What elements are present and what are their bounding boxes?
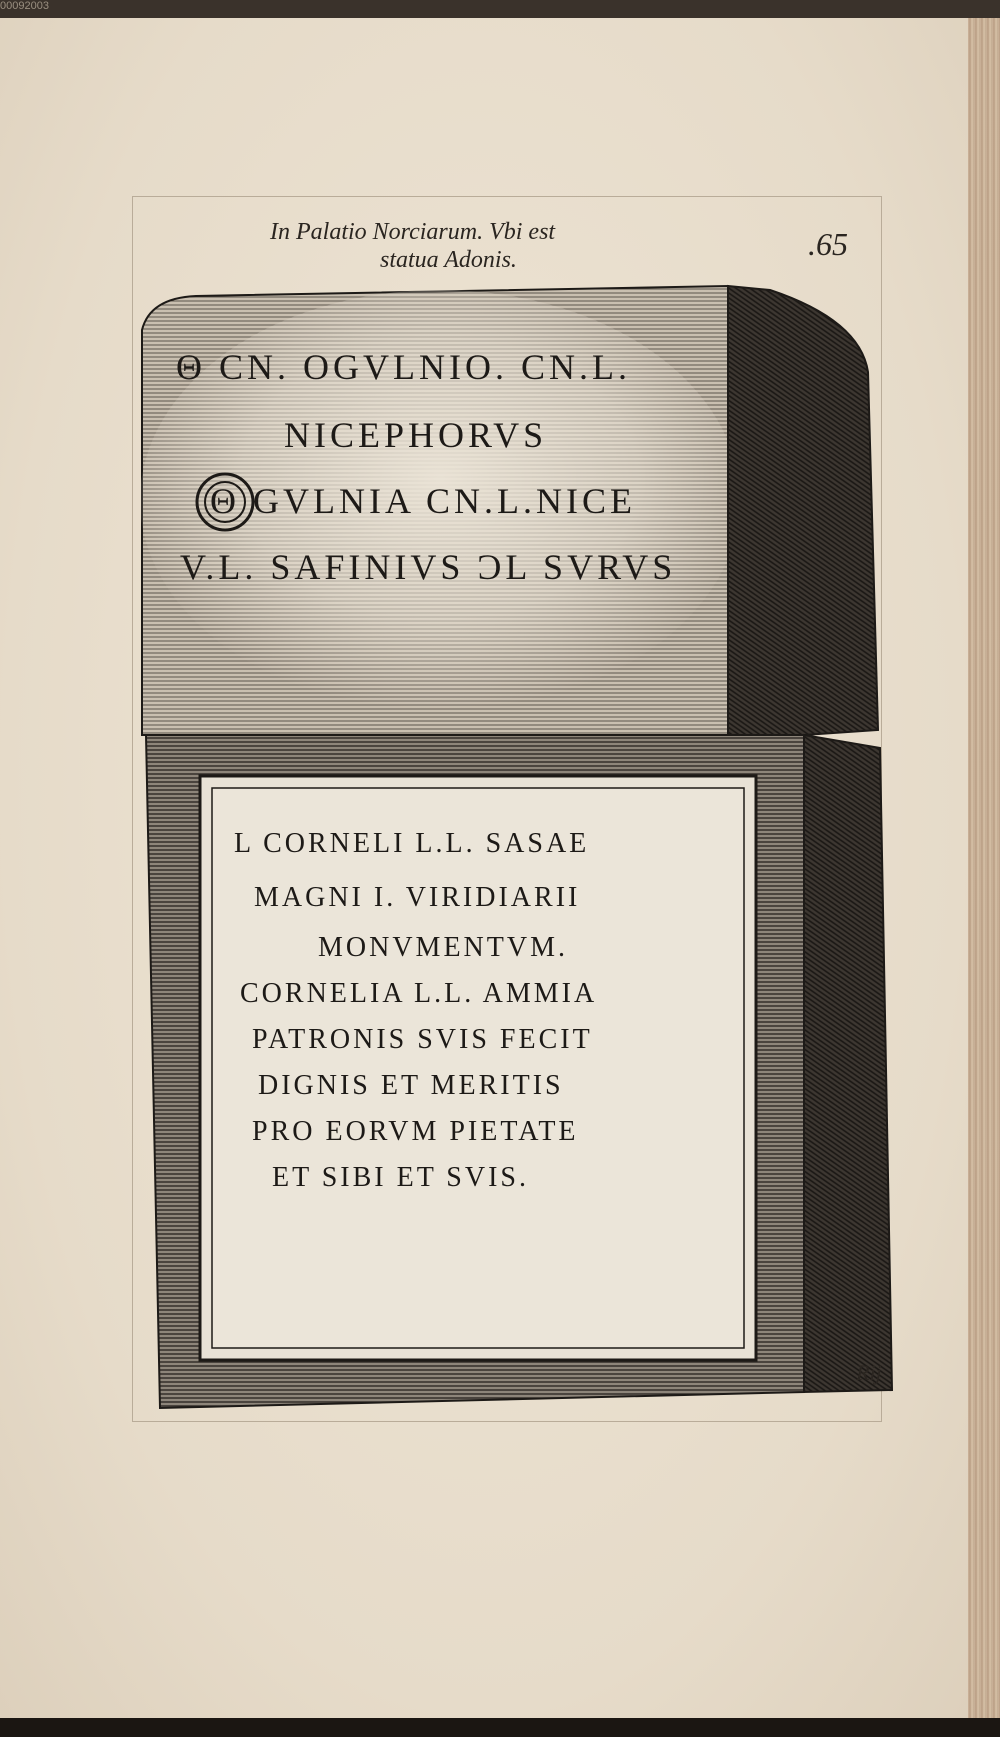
lower-inscription-line-4: CORNELIA L.L. AMMIA (240, 978, 598, 1009)
lower-inscription-line-3: MONVMENTVM. (318, 932, 568, 963)
lower-inscription-line-1: L CORNELI L.L. SASAE (234, 828, 590, 859)
upper-block-side (728, 286, 878, 735)
upper-inscription-line-3: Θ GVLNIA CN.L.NICE (210, 481, 636, 521)
lower-inscription-line-8: ET SIBI ET SVIS. (272, 1162, 529, 1193)
upper-inscription-line-2: NICEPHORVS (284, 415, 548, 455)
lower-block-side (804, 735, 892, 1392)
lower-inscription-line-2: MAGNI I. VIRIDIARII (254, 882, 581, 913)
lower-inscription-line-5: PATRONIS SVIS FECIT (252, 1024, 593, 1055)
signature-mark: Rij (856, 1360, 882, 1385)
lower-inscription-line-7: PRO EORVM PIETATE (252, 1116, 579, 1147)
caption-line-1: In Palatio Norciarum. Vbi est (270, 219, 556, 245)
upper-inscription-line-4: V.L. SAFINIVS ƆL SVRVS (180, 547, 677, 587)
upper-inscription-line-1: Θ CN. OGVLNIO. CN.L. (176, 347, 631, 387)
page-number: .65 (808, 226, 848, 262)
inscription-panel (212, 788, 744, 1348)
caption-line-2: statua Adonis. (380, 247, 517, 273)
scan-id: 00092003 (0, 0, 49, 12)
lower-inscription-line-6: DIGNIS ET MERITIS (258, 1070, 564, 1101)
